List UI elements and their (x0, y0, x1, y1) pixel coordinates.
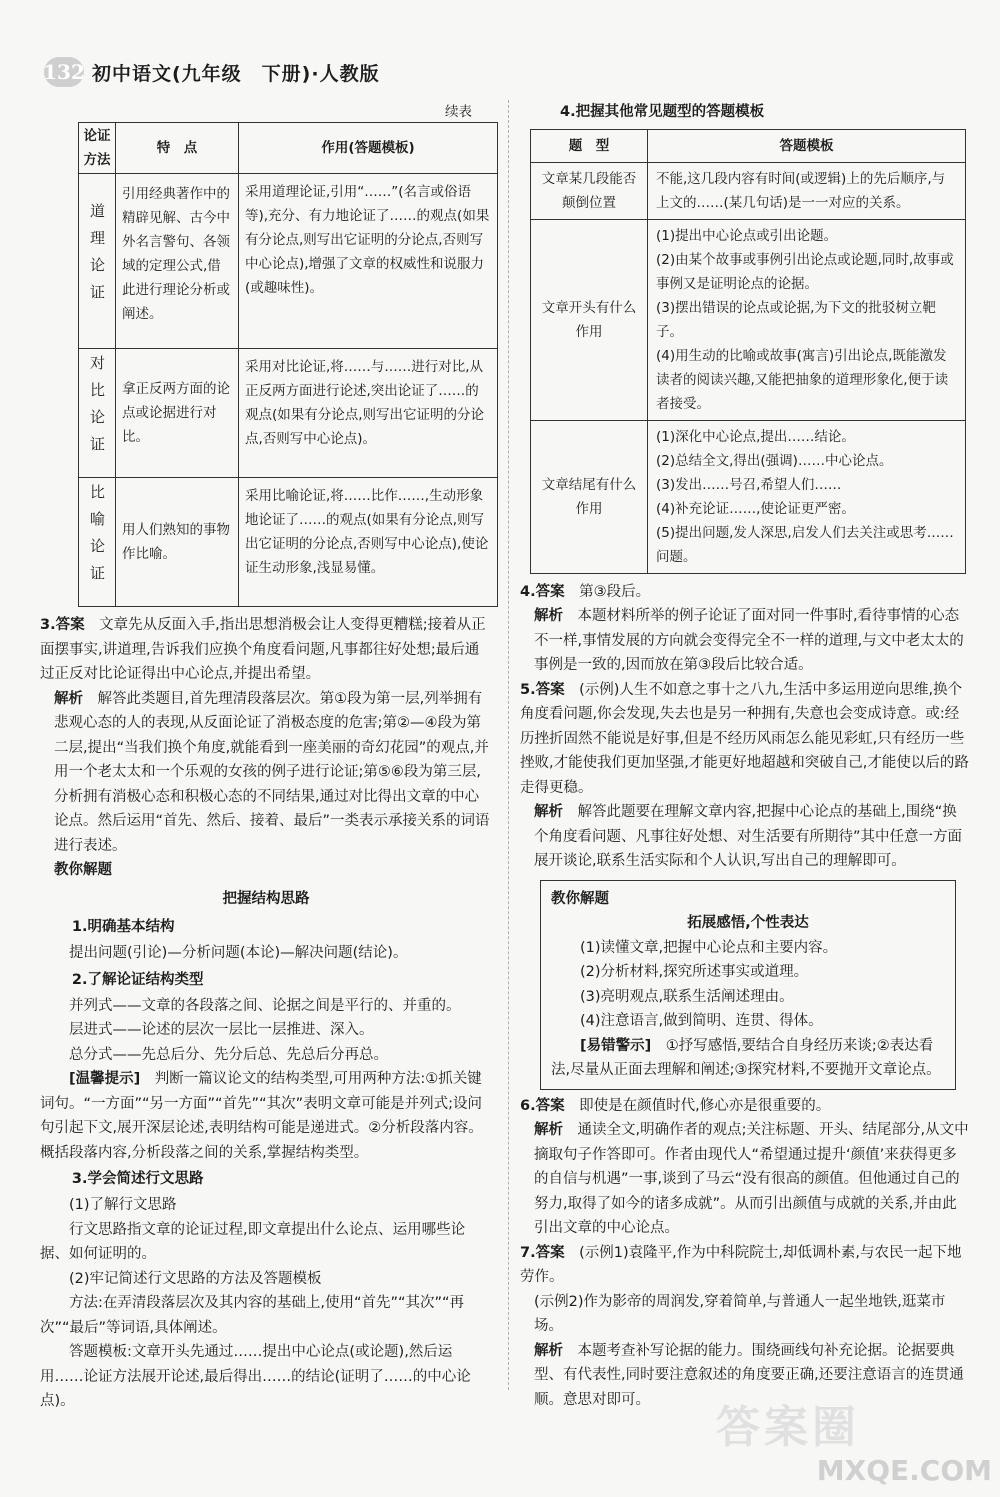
q5-answer-label: 5.答案 (520, 681, 565, 698)
q7-analysis-label: 解析 (534, 1342, 563, 1359)
table-row (79, 174, 498, 349)
q7-example-1: (示例1)袁隆平,作为中科院院士,却低调朴素,与农民一起下地劳作。 (520, 1244, 962, 1285)
s1-title: 1.明确基本结构 (71, 919, 175, 935)
template-line: (1)深化中心论点,提出……结论。 (656, 428, 855, 445)
watermark-url: MXQE.COM (816, 1454, 992, 1487)
template-line: (2)由某个故事或事例引出论点或论题,同时,故事或事例又是证明论点的论据。 (656, 251, 954, 292)
q5-answer: (示例)人生不如意之事十之八九,生活中多运用逆向思维,换个角度看问题,你会发现,失去也是另一种拥有,失意也会变成诗意。或:经历挫折固然不能说是好事,但是不经历风雨怎么能见彩虹,只有经历一些挫败,才能使我们更加坚强,才能更好地超越和突破自己,才能使以后的路走得更稳。 (520, 681, 969, 796)
template-line: (5)提出问题,发人深思,启发人们去关注或思考……问题。 (656, 524, 954, 565)
method-usage: 采用对比论证,将……与……进行对比,从正反两方面进行论述,突出论证了……的观点(如果有分论点,则写出它证明的分论点,否则写中心论点)。 (239, 349, 498, 478)
continued-label: 续表 (445, 104, 472, 120)
header-usage: 作用(答题模板) (239, 123, 498, 174)
s4-title: 4.把握其他常见题型的答题模板 (560, 104, 765, 120)
teach-label: 教你解题 (54, 862, 112, 878)
template-line: (2)总结全文,得出(强调)……中心论点。 (656, 452, 893, 469)
list-item: 总分式——先总后分、先分后总、先总后分再总。 (69, 1046, 388, 1063)
q4-analysis: 本题材料所举的例子论证了面对同一件事时,看待事情的心态不一样,事情发展的方向就会变得完全不一样的道理,与文中老太太的事例是一致的,因而放在第③段后比较合适。 (534, 608, 964, 673)
q6-analysis-label: 解析 (534, 1122, 563, 1138)
q5-analysis: 解答此题要在理解文章内容,把握中心论点的基础上,围绕“换个角度看问题、凡事往好处想、对生活要有所期待”其中任意一方面展开谈论,联系生活实际和个人认识,写出自己的理解即可。 (534, 804, 963, 869)
q3-analysis: 解答此类题目,首先理清段落层次。第①段为第一层,列举拥有悲观心态的人的表现,从反面论证了消极态度的危害;第②—④段为第二层,提出“当我们换个角度,就能看到一座美丽的奇幻花园”的观点,并用一个老太太和一个乐观的女孩的例子进行论证;第⑤⑥段为第三层,分析拥有消极心态和积极心态的不同结果,通过对比得出文章的中心论点。然后运用“首先、然后、接着、最后”一类表示承接关系的词语进行表述。 (54, 690, 490, 854)
left-column (40, 100, 492, 1414)
template-line: (4)用生动的比喻或故事(寓言)引出论点,既能激发读者的阅读兴趣,又能把抽象的道理形象化,便于读者接受。 (656, 347, 949, 412)
warn-text: ①抒写感悟,要结合自身经历来谈;②表达看法,尽量从正面去理解和阐述;③探究材料,不要抛开文章论点。 (551, 1037, 941, 1078)
box-label: 教你解题 (551, 890, 609, 907)
header-template: 答题模板 (648, 129, 966, 162)
book-title: 初中语文(九年级 下册)·人教版 (92, 62, 380, 85)
method-usage: 采用比喻论证,将……比作……,生动形象地论证了……的观点(如果有分论点,则写出它证明的分论点,否则写中心论点),使论证生动形象,浅显易懂。 (239, 478, 498, 607)
warn-label: [易错警示] (580, 1037, 652, 1054)
method-feature: 引用经典著作中的精辟见解、古今中外名言警句、各领域的定理公式,借此进行理论分析或阐述。 (116, 174, 239, 349)
method-feature: 用人们熟知的事物作比喻。 (116, 478, 239, 607)
table-row (531, 219, 966, 420)
method-table-header (79, 123, 498, 174)
q5-analysis-label: 解析 (534, 804, 563, 820)
template-line: (4)补充论证……,使论证更严密。 (656, 500, 855, 517)
q4-analysis-label: 解析 (534, 608, 563, 624)
list-item: (2)分析材料,探究所述事实或道理。 (580, 964, 809, 980)
right-column (520, 100, 970, 1412)
q4-answer-label: 4.答案 (520, 583, 565, 600)
method-name: 对比论证 (88, 355, 106, 463)
q3-answer: 文章先从反面入手,指出思想消极会让人变得更糟糕;接着从正面摆事实,讲道理,告诉我们应换个角度看问题,凡事都往好处想;最后通过正反对比论证得出中心论点,并提出希望。 (40, 617, 486, 682)
list-item: 层进式——论述的层次一层比一层推进、深入。 (69, 1022, 374, 1038)
header-type: 题 型 (531, 129, 648, 162)
tip-label: [温馨提示] (69, 1071, 141, 1087)
column-divider (508, 100, 509, 1390)
page-header (44, 55, 380, 89)
list-item: (3)亮明观点,联系生活阐述理由。 (580, 988, 794, 1005)
list-item: (4)注意语言,做到简明、连贯、得体。 (580, 1013, 823, 1029)
question-type: 文章开头有什么作用 (531, 219, 648, 420)
template-line: 不能,这几段内容有时间(或逻辑)上的先后顺序,与上文的……(某几句话)是一一对应的关系。 (656, 170, 946, 211)
method-usage: 采用道理论证,引用“……”(名言或俗语等),充分、有力地论证了……的观点(如果有分论点,则写出它证明的分论点,否则写中心论点),增强了文章的权威性和说服力(或趣味性)。 (239, 174, 498, 349)
watermark-logo: 答案圈 (716, 1402, 860, 1453)
s3-sub1: (1)了解行文思路 (69, 1197, 177, 1213)
q6-analysis: 通读全文,明确作者的观点;关注标题、开头、结尾部分,从文中摘取句子作答即可。作者由现代人“希望通过提升‘颜值’来获得更多的自信与机遇”一事,谈到了马云“没有很高的颜值。但他通过自己的努力,取得了如今的诸多成就”。从而引出颜值与成就的关系,并由此引出文章的中心论点。 (534, 1122, 969, 1236)
list-item: 并列式——文章的各段落之间、论据之间是平行的、并重的。 (69, 997, 461, 1014)
table-row (531, 162, 966, 219)
q6-answer: 即使是在颜值时代,修心亦是很重要的。 (579, 1097, 831, 1114)
q3-analysis-label: 解析 (54, 690, 83, 707)
s1-text: 提出问题(引论)—分析问题(本论)—解决问题(结论)。 (69, 945, 408, 961)
question-type-table (530, 129, 966, 574)
method-name: 比喻论证 (88, 484, 106, 592)
q-table-header (531, 129, 966, 162)
q3-answer-label: 3.答案 (40, 617, 85, 633)
method-feature: 拿正反两方面的论点或论据进行对比。 (116, 349, 239, 478)
tips-box (540, 880, 956, 1090)
s3-sub2: (2)牢记简述行文思路的方法及答题模板 (69, 1270, 322, 1287)
header-method: 论证方法 (79, 123, 116, 174)
page-number: 132 (44, 57, 84, 87)
table-row (531, 420, 966, 573)
s2-title: 2.了解论证结构类型 (71, 971, 204, 988)
q4-answer: 第③段后。 (579, 583, 651, 600)
header-feature: 特 点 (116, 123, 239, 174)
question-type: 文章结尾有什么作用 (531, 420, 648, 573)
method-table (78, 122, 498, 607)
table-row (79, 349, 498, 478)
s3-text1: 行文思路指文章的论证过程,即文章提出什么论点、运用哪些论据、如何证明的。 (40, 1221, 466, 1262)
tip-text: 判断一篇议论文的结构类型,可用两种方法:①抓关键词句。“一方面”“另一方面”“首先”“其次”表明文章可能是并列式;设问句引起下文,展开深层论述,表明结构可能是递进式。②分析段落内容。概括段落内容,分析段落之间的关系,掌握结构类型。 (40, 1071, 483, 1161)
q7-analysis: 本题考查补写论据的能力。围绕画线句补充论据。论据要典型、有代表性,同时要注意叙述的角度要正确,还要注意语言的连贯通顺。意思对即可。 (534, 1342, 964, 1408)
box-title: 拓展感悟,个性表达 (687, 915, 809, 931)
q3-block (40, 613, 492, 1414)
template-line: (3)摆出错误的论点或论据,为下文的批驳树立靶子。 (656, 299, 936, 340)
table-row (79, 478, 498, 607)
q7-example-2: (示例2)作为影帝的周润发,穿着简单,与普通人一起坐地铁,逛菜市场。 (534, 1293, 946, 1334)
answers-block (520, 580, 970, 1413)
template-line: (1)提出中心论点或引出论题。 (656, 227, 838, 244)
s3-title: 3.学会简述行文思路 (71, 1171, 204, 1187)
s3-text2: 方法:在弄清段落层次及其内容的基础上,使用“首先”“其次”“再次”“最后”等词语,具体阐述。 (40, 1295, 465, 1336)
q6-answer-label: 6.答案 (520, 1097, 565, 1114)
list-item: (1)读懂文章,把握中心论点和主要内容。 (580, 939, 838, 956)
question-type: 文章某几段能否颠倒位置 (531, 162, 648, 219)
template-line: (3)发出……号召,希望人们…… (656, 476, 842, 493)
s3-text3: 答题模板:文章开头先通过……提出中心论点(或论题),然后运用……论证方法展开论述,最后得出……的结论(证明了……的中心论点)。 (40, 1344, 471, 1409)
method-name: 道理论证 (88, 203, 106, 311)
teach-title: 把握结构思路 (222, 890, 310, 907)
q7-answer-label: 7.答案 (520, 1244, 565, 1261)
